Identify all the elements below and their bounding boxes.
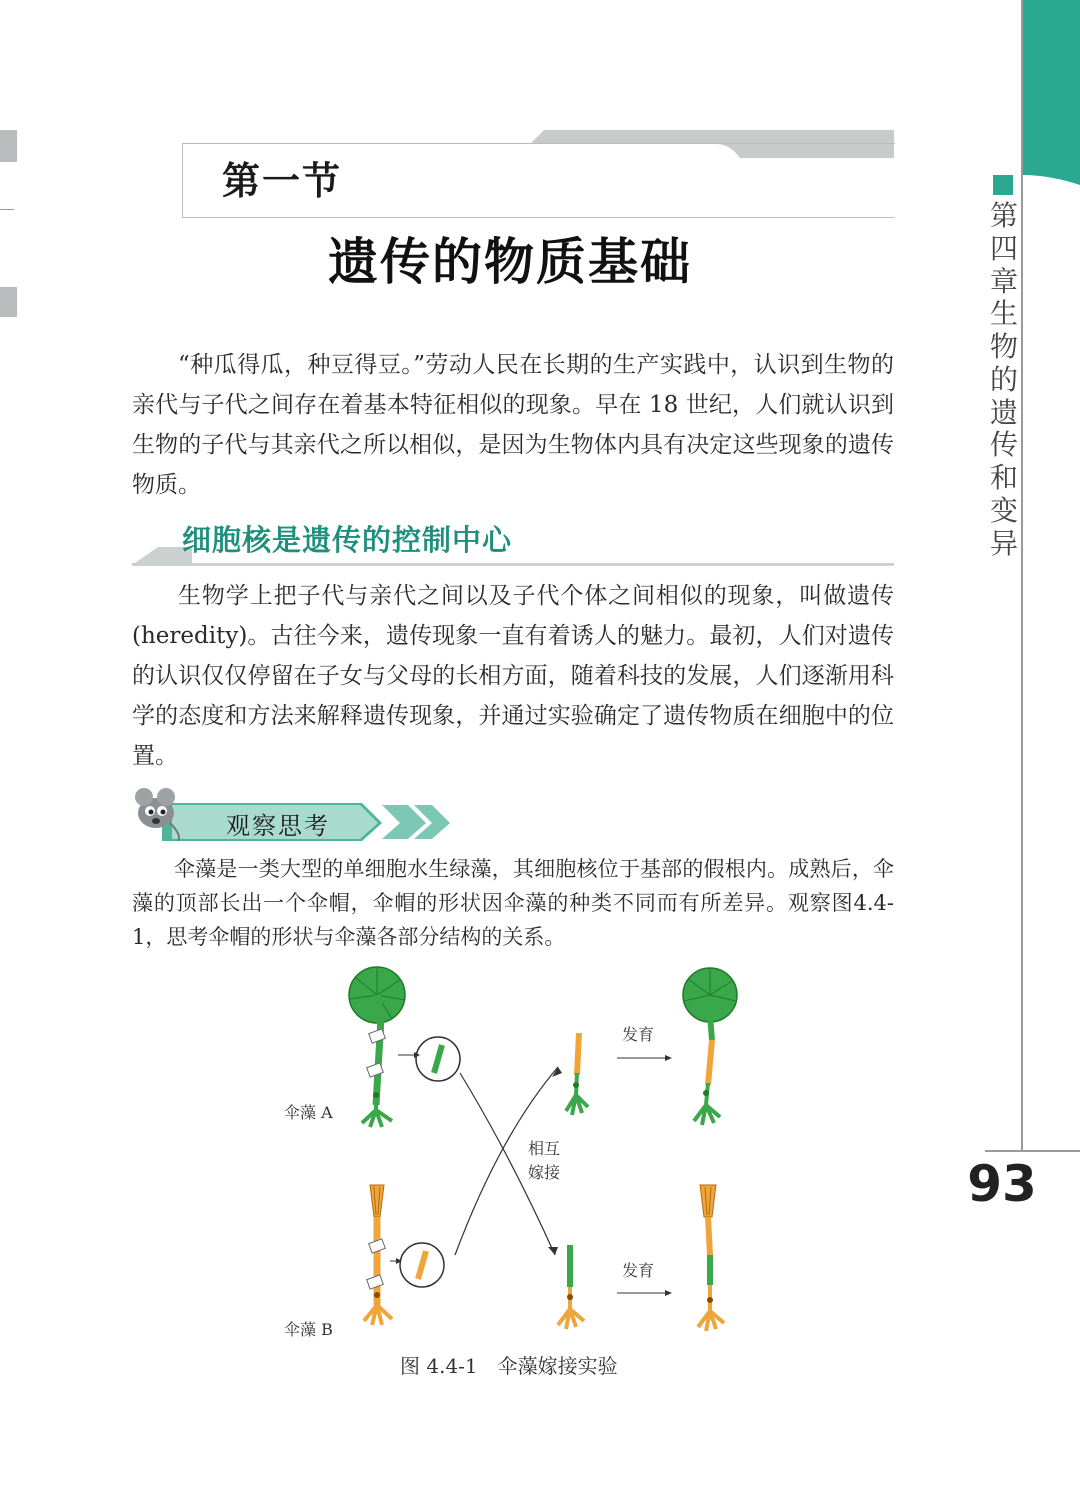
page-number: 93 — [967, 1155, 1037, 1213]
grafting-figure — [280, 955, 760, 1345]
chapter-marker — [993, 175, 1013, 195]
margin-rule — [1021, 0, 1023, 1150]
subheading-rule — [132, 563, 894, 566]
intro-paragraph — [132, 345, 894, 505]
observe-paragraph — [132, 852, 894, 954]
page-title: 遗传的物质基础 — [328, 232, 692, 291]
observe-text: 伞藻是一类大型的单细胞水生绿藻，其细胞核位于基部的假根内。成熟后，伞藻的顶部长出一个伞帽，伞帽的形状因伞藻的种类不同而有所差异。观察图4.4-1，思考伞帽的形状与伞藻各部分结构的关系。 — [132, 857, 894, 949]
edge-line — [0, 209, 14, 210]
alga-a — [349, 967, 405, 1127]
alga-b — [364, 1185, 392, 1325]
label-graft-2: 嫁接 — [528, 1163, 561, 1182]
figure-caption: 图 4.4-1 伞藻嫁接实验 — [400, 1354, 618, 1378]
label-alga-a: 伞藻 A — [284, 1103, 333, 1122]
section-label: 第一节 — [222, 159, 343, 203]
page-number-rule — [985, 1150, 1080, 1152]
subsection-text: 生物学上把子代与亲代之间以及子代个体之间相似的现象，叫做遗传(heredity)。古往今来，遗传现象一直有着诱人的魅力。最初，人们对遗传的认识仅仅停留在子女与父母的长相方面，随着科技的发展，人们逐渐用科学的态度和方法来解释遗传现象，并通过实验确定了遗传物质在细胞中的位置。 — [132, 583, 894, 769]
label-develop-bottom: 发育 — [622, 1261, 655, 1280]
label-alga-b: 伞藻 B — [284, 1320, 333, 1339]
label-develop-top: 发育 — [622, 1025, 655, 1044]
chapter-tab-shape — [1020, 0, 1080, 185]
subsection-paragraph — [132, 576, 894, 776]
intro-text: “种瓜得瓜，种豆得豆。”劳动人民在长期的生产实践中，认识到生物的亲代与子代之间存在着基本特征相似的现象。早在 18 世纪，人们就认识到生物的子代与其亲代之所以相似，是因为生物体内具有决定这些现象的遗传物质。 — [132, 352, 894, 498]
label-graft-1: 相互 — [528, 1139, 561, 1158]
edge-mark-top — [0, 130, 17, 162]
chapter-title-vertical: 第四章 生物的遗传和变异 — [989, 199, 1018, 560]
observe-banner-label: 观察思考 — [226, 812, 330, 840]
subsection-title: 细胞核是遗传的控制中心 — [182, 523, 513, 557]
